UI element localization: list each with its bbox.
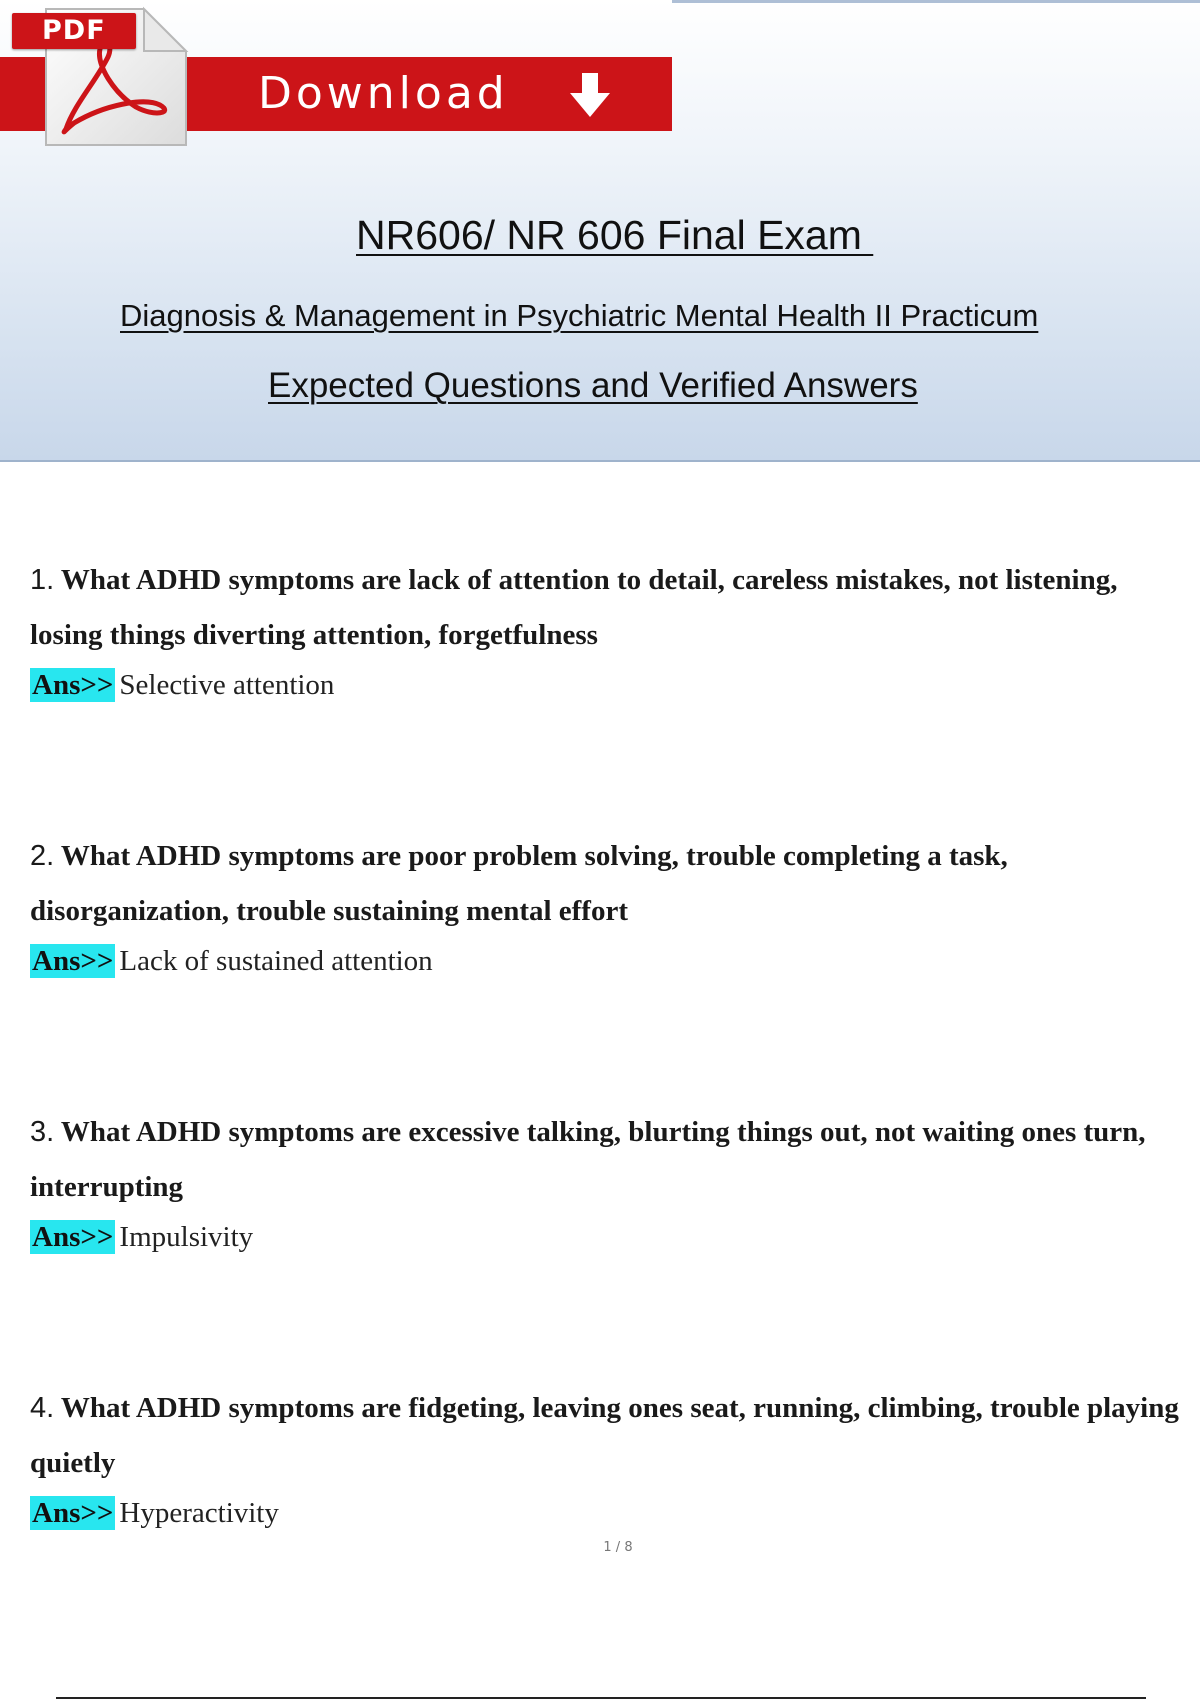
answer-value: Selective attention	[119, 669, 335, 701]
question-body: What ADHD symptoms are excessive talking, blurting things out, not waiting ones turn, interrupting	[30, 1116, 1146, 1203]
question-item	[30, 1105, 1195, 1257]
answer-value: Hyperactivity	[119, 1497, 279, 1529]
answer-value: Lack of sustained attention	[119, 945, 433, 977]
question-text	[30, 829, 1195, 939]
question-item	[30, 1381, 1195, 1533]
question-body: What ADHD symptoms are poor problem solving, trouble completing a task, disorganization, trouble sustaining mental effort	[30, 840, 1008, 927]
top-divider	[672, 0, 1200, 3]
answer-value: Impulsivity	[119, 1221, 254, 1253]
question-item	[30, 553, 1195, 705]
answer-tag: Ans>>	[32, 669, 114, 701]
question-body: What ADHD symptoms are lack of attention to detail, careless mistakes, not listening, losing things diverting attention, forgetfulness	[30, 564, 1118, 651]
question-number: 2.	[30, 840, 55, 872]
answer-line	[30, 1493, 1195, 1533]
download-label: Download	[258, 68, 509, 119]
page-counter: 1 / 8	[603, 1540, 633, 1555]
document-title: NR606/ NR 606 Final Exam	[356, 212, 874, 258]
question-body: What ADHD symptoms are fidgeting, leaving ones seat, running, climbing, trouble playing quietly	[30, 1392, 1179, 1479]
question-item	[30, 829, 1195, 981]
document-subtitle: Diagnosis & Management in Psychiatric Mental Health II Practicum	[120, 298, 1039, 333]
pdf-label: PDF	[12, 13, 136, 49]
question-number: 1.	[30, 564, 55, 596]
question-text	[30, 553, 1195, 663]
question-number: 4.	[30, 1392, 55, 1424]
answer-line	[30, 665, 1195, 705]
question-text	[30, 1381, 1195, 1491]
document-tagline: Expected Questions and Verified Answers	[268, 366, 918, 405]
answer-tag: Ans>>	[32, 945, 114, 977]
download-arrow-icon	[566, 71, 614, 119]
answer-tag: Ans>>	[32, 1221, 114, 1253]
bottom-rule	[56, 1697, 1146, 1699]
question-number: 3.	[30, 1116, 55, 1148]
pdf-file-icon[interactable]	[4, 5, 190, 147]
answer-line	[30, 941, 1195, 981]
answer-line	[30, 1217, 1195, 1257]
answer-tag: Ans>>	[32, 1497, 114, 1529]
question-text	[30, 1105, 1195, 1215]
